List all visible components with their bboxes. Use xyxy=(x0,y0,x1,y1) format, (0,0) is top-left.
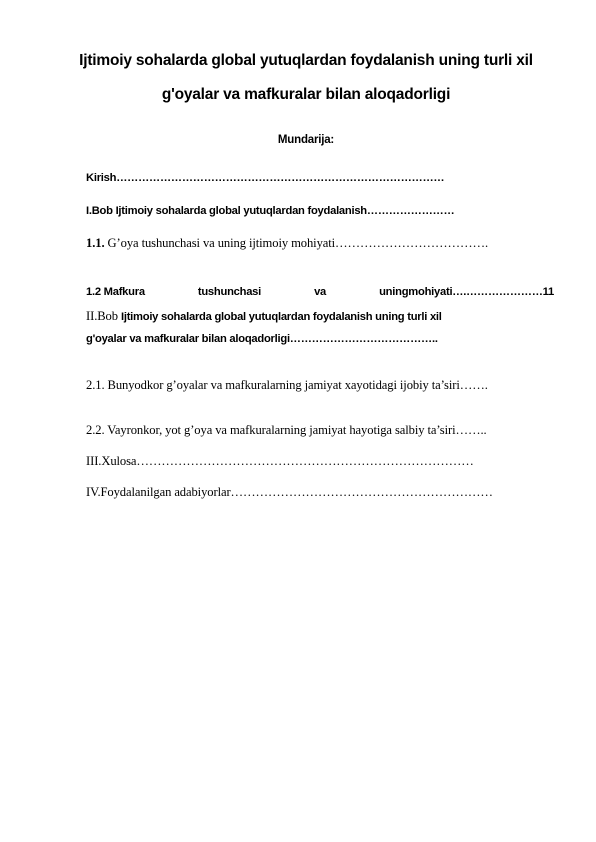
toc-entry-1-1 xyxy=(86,236,488,251)
toc-entry-references: IV.Foydalanilgan adabiyorlar……………………………………………………… xyxy=(86,485,493,499)
toc-entry-1-2-word-3: va xyxy=(314,286,327,298)
toc-entry-2-1: 2.1. Bunyodkor g’oyalar va mafkuralarning jamiyat xayotidagi ijobiy ta’siri……. xyxy=(86,378,488,392)
toc-entry-1-2-word-2: tushunchasi xyxy=(197,286,262,298)
toc-entry-2-2: 2.2. Vayronkor, yot g’oya va mafkuralarning jamiyat hayotiga salbiy ta’siri…….. xyxy=(86,423,487,437)
toc-entry-1-2-word-1: 1.2 Mafkura xyxy=(86,286,145,298)
toc-entry-chapter-2-prefix: II.Bob xyxy=(86,309,121,323)
toc-entry-chapter-2-continued: g'oyalar va mafkuralar bilan aloqadorligi………………………………….. xyxy=(86,333,438,345)
toc-entry-1-2-word-4: uningmohiyati….…………………11 xyxy=(379,286,554,298)
toc-entry-chapter-1: I.Bob Ijtimoiy sohalarda global yutuqlardan foydalanish…………………… xyxy=(86,205,455,217)
toc-entry-1-1-number: 1.1. xyxy=(86,236,105,250)
contents-heading: Mundarija: xyxy=(277,134,335,146)
toc-entry-1-2 xyxy=(86,286,554,298)
document-title-line-1: Ijtimoiy sohalarda global yutuqlardan foydalanish uning turli xil xyxy=(79,52,533,69)
toc-entry-1-1-text: G’oya tushunchasi va uning ijtimoiy mohiyati………………………………. xyxy=(104,236,489,250)
toc-entry-introduction: Kirish……………………………………………………………………………… xyxy=(86,172,445,184)
toc-entry-chapter-2 xyxy=(86,309,442,324)
toc-entry-conclusion: III.Xulosa……………………………………………………………………… xyxy=(86,454,474,468)
toc-entry-chapter-2-text: Ijtimoiy sohalarda global yutuqlardan foydalanish uning turli xil xyxy=(120,311,442,323)
document-title-line-2: g'oyalar va mafkuralar bilan aloqadorligi xyxy=(161,86,451,103)
